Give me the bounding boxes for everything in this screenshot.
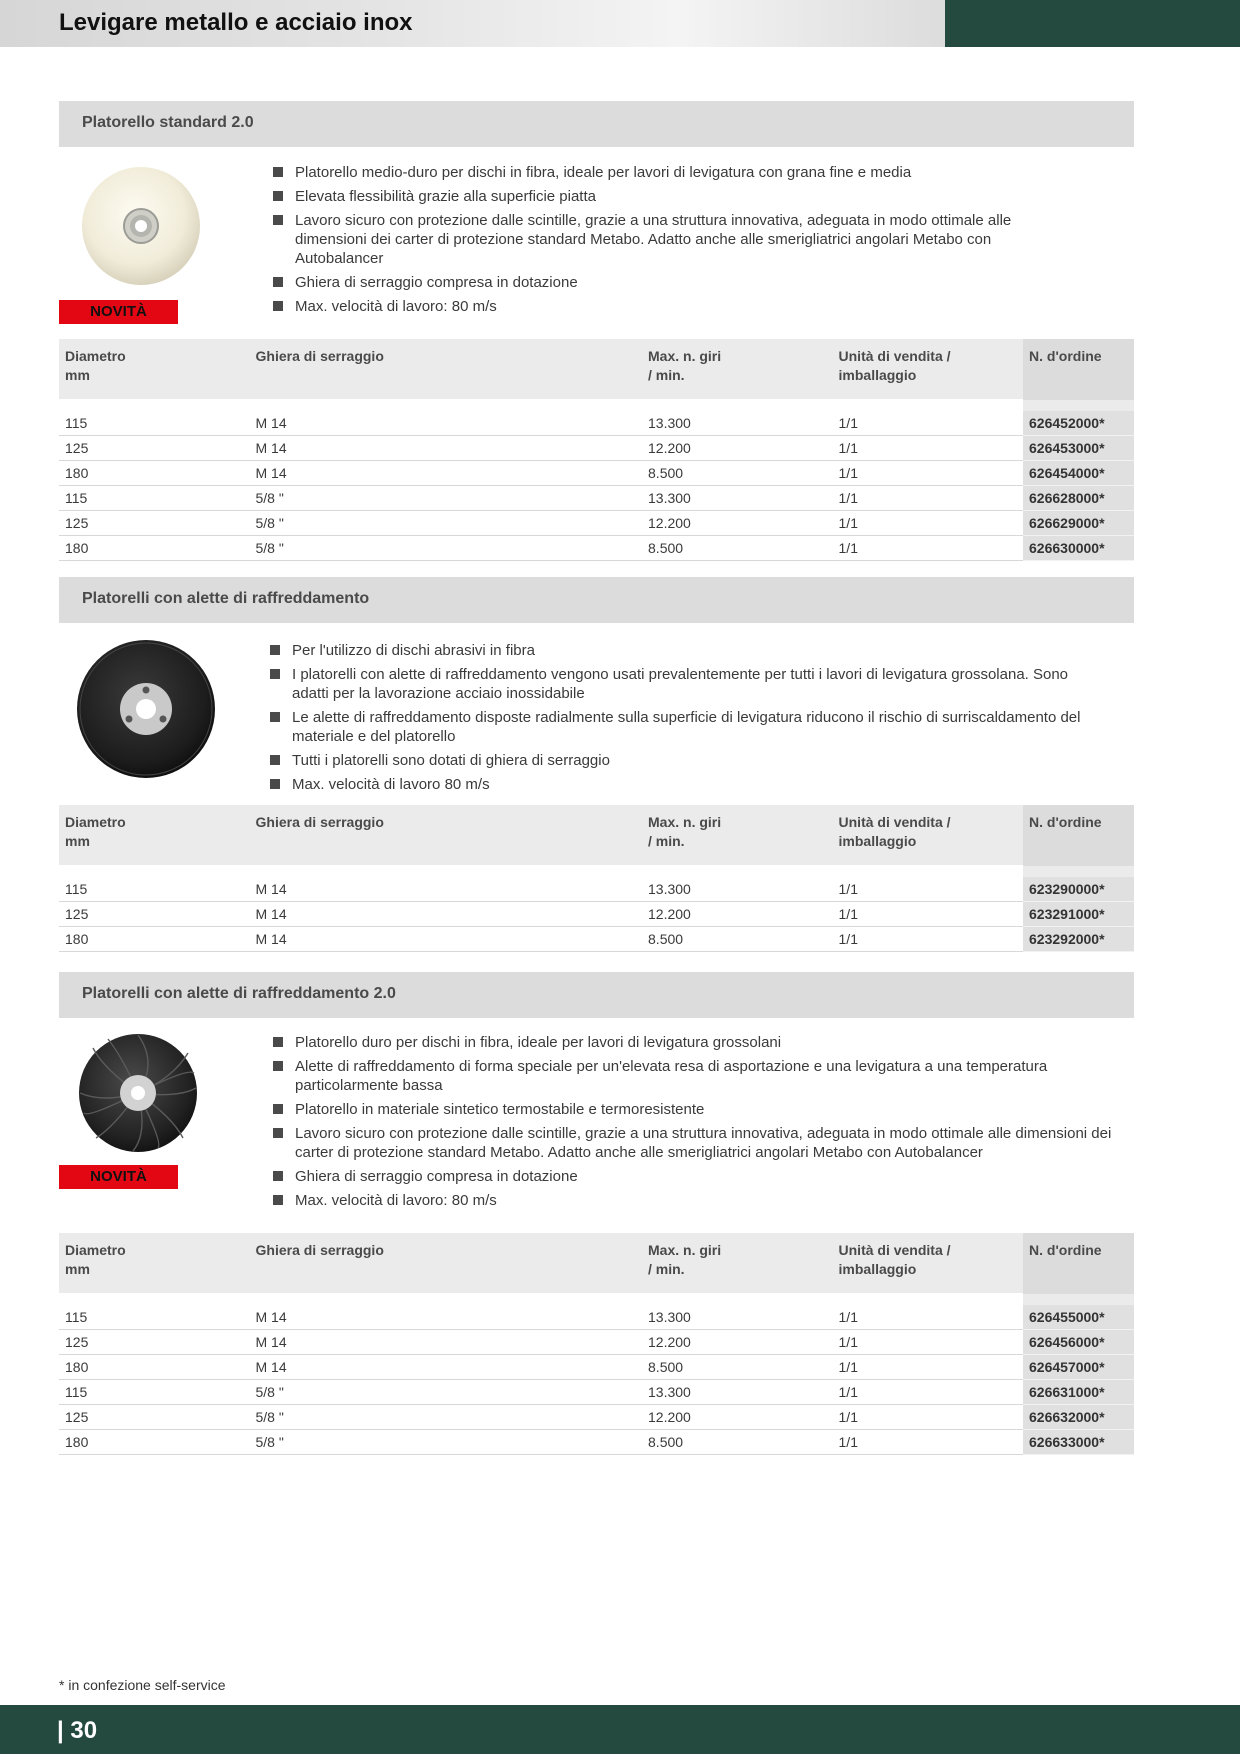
spec-table (59, 339, 1134, 561)
col-ordine: N. d'ordine (1023, 805, 1134, 866)
feature-item: Lavoro sicuro con protezione dalle scintille, grazie a una struttura innovativa, adeguata in modo ottimale alle dimensioni dei carter di protezione standard Metabo. Adatto anche alle smerigliatrici angolari Metabo con Autobalancer (273, 1124, 1133, 1162)
table-row: 180 5/8 " 8.500 1/1 626633000* (59, 1430, 1134, 1455)
order-number: 623290000* (1023, 877, 1134, 902)
table-row: 125 5/8 " 12.200 1/1 626632000* (59, 1405, 1134, 1430)
new-badge: NOVITÀ (59, 300, 178, 324)
section-header (59, 972, 1134, 1018)
feature-list (273, 163, 1033, 321)
col-unita: Unità di vendita / imballaggio (833, 1233, 1024, 1294)
feature-item: Ghiera di serraggio compresa in dotazione (273, 1167, 1133, 1186)
section-title: Platorelli con alette di raffreddamento 2.0 (82, 985, 396, 1002)
order-number: 626455000* (1023, 1305, 1134, 1330)
page-title: Levigare metallo e acciaio inox (59, 9, 413, 36)
order-number: 626457000* (1023, 1355, 1134, 1380)
feature-list (273, 1033, 1133, 1215)
pad-ribbed-image (78, 1033, 198, 1153)
feature-item: Max. velocità di lavoro: 80 m/s (273, 1191, 1133, 1210)
feature-item: Ghiera di serraggio compresa in dotazione (273, 273, 1033, 292)
footnote: * in confezione self-service (59, 1677, 226, 1693)
col-ghiera: Ghiera di serraggio (250, 339, 643, 400)
table-row: 180 M 14 8.500 1/1 626457000* (59, 1355, 1134, 1380)
table-row: 180 5/8 " 8.500 1/1 626630000* (59, 536, 1134, 561)
pad-white-image (80, 165, 202, 287)
spec-table (59, 805, 1134, 952)
col-diametro: Diametro mm (59, 1233, 250, 1294)
col-ghiera: Ghiera di serraggio (250, 805, 643, 866)
order-number: 626632000* (1023, 1405, 1134, 1430)
new-badge: NOVITÀ (59, 1165, 178, 1189)
feature-item: Platorello duro per dischi in fibra, ideale per lavori di levigatura grossolani (273, 1033, 1133, 1052)
table-row: 115 5/8 " 13.300 1/1 626631000* (59, 1380, 1134, 1405)
col-ordine: N. d'ordine (1023, 1233, 1134, 1294)
feature-item: Tutti i platorelli sono dotati di ghiera di serraggio (270, 751, 1090, 770)
spec-table (59, 1233, 1134, 1455)
feature-item: Per l'utilizzo di dischi abrasivi in fibra (270, 641, 1090, 660)
pad-black-image (76, 639, 216, 779)
table-row: 125 M 14 12.200 1/1 623291000* (59, 902, 1134, 927)
table-row: 115 M 14 13.300 1/1 623290000* (59, 877, 1134, 902)
order-number: 626629000* (1023, 511, 1134, 536)
table-header-row (59, 1233, 1134, 1294)
feature-item: Max. velocità di lavoro 80 m/s (270, 775, 1090, 794)
order-number: 626633000* (1023, 1430, 1134, 1455)
col-ghiera: Ghiera di serraggio (250, 1233, 643, 1294)
table-row: 180 M 14 8.500 1/1 626454000* (59, 461, 1134, 486)
section-title: Platorelli con alette di raffreddamento (82, 590, 370, 607)
table-row: 180 M 14 8.500 1/1 623292000* (59, 927, 1134, 952)
feature-item: Platorello medio-duro per dischi in fibra, ideale per lavori di levigatura con grana fine e media (273, 163, 1033, 182)
feature-item: Le alette di raffreddamento disposte radialmente sulla superficie di levigatura riducono il rischio di surriscaldamento del materiale e del platorello (270, 708, 1090, 746)
feature-list (270, 641, 1090, 799)
page-number: | 30 (57, 1717, 98, 1744)
table-row: 115 M 14 13.300 1/1 626455000* (59, 1305, 1134, 1330)
order-number: 626456000* (1023, 1330, 1134, 1355)
order-number: 626631000* (1023, 1380, 1134, 1405)
col-giri: Max. n. giri / min. (642, 805, 833, 866)
footer-bar (0, 1705, 1240, 1754)
feature-item: Max. velocità di lavoro: 80 m/s (273, 297, 1033, 316)
col-diametro: Diametro mm (59, 805, 250, 866)
table-header-row (59, 805, 1134, 866)
col-giri: Max. n. giri / min. (642, 1233, 833, 1294)
section-header (59, 577, 1134, 623)
table-row: 115 M 14 13.300 1/1 626452000* (59, 411, 1134, 436)
feature-item: Lavoro sicuro con protezione dalle scintille, grazie a una struttura innovativa, adeguata in modo ottimale alle dimensioni dei carter di protezione standard Metabo. Adatto anche alle smerigliatrici angolari Metabo con Autobalancer (273, 211, 1033, 268)
order-number: 623291000* (1023, 902, 1134, 927)
order-number: 626454000* (1023, 461, 1134, 486)
section-header (59, 101, 1134, 147)
feature-item: Platorello in materiale sintetico termostabile e termoresistente (273, 1100, 1133, 1119)
order-number: 626453000* (1023, 436, 1134, 461)
order-number: 626452000* (1023, 411, 1134, 436)
order-number: 626628000* (1023, 486, 1134, 511)
table-row: 125 5/8 " 12.200 1/1 626629000* (59, 511, 1134, 536)
col-giri: Max. n. giri / min. (642, 339, 833, 400)
feature-item: I platorelli con alette di raffreddamento vengono usati prevalentemente per tutti i lavori di levigatura grossolana. Sono adatti per la lavorazione acciaio inossidabile (270, 665, 1090, 703)
col-ordine: N. d'ordine (1023, 339, 1134, 400)
table-header-row (59, 339, 1134, 400)
header-accent (945, 0, 1240, 47)
col-unita: Unità di vendita / imballaggio (833, 339, 1024, 400)
order-number: 623292000* (1023, 927, 1134, 952)
table-row: 115 5/8 " 13.300 1/1 626628000* (59, 486, 1134, 511)
col-unita: Unità di vendita / imballaggio (833, 805, 1024, 866)
col-diametro: Diametro mm (59, 339, 250, 400)
order-number: 626630000* (1023, 536, 1134, 561)
table-row: 125 M 14 12.200 1/1 626453000* (59, 436, 1134, 461)
feature-item: Elevata flessibilità grazie alla superficie piatta (273, 187, 1033, 206)
section-title: Platorello standard 2.0 (82, 114, 254, 131)
feature-item: Alette di raffreddamento di forma speciale per un'elevata resa di asportazione e una levigatura a una temperatura particolarmente bassa (273, 1057, 1133, 1095)
table-row: 125 M 14 12.200 1/1 626456000* (59, 1330, 1134, 1355)
